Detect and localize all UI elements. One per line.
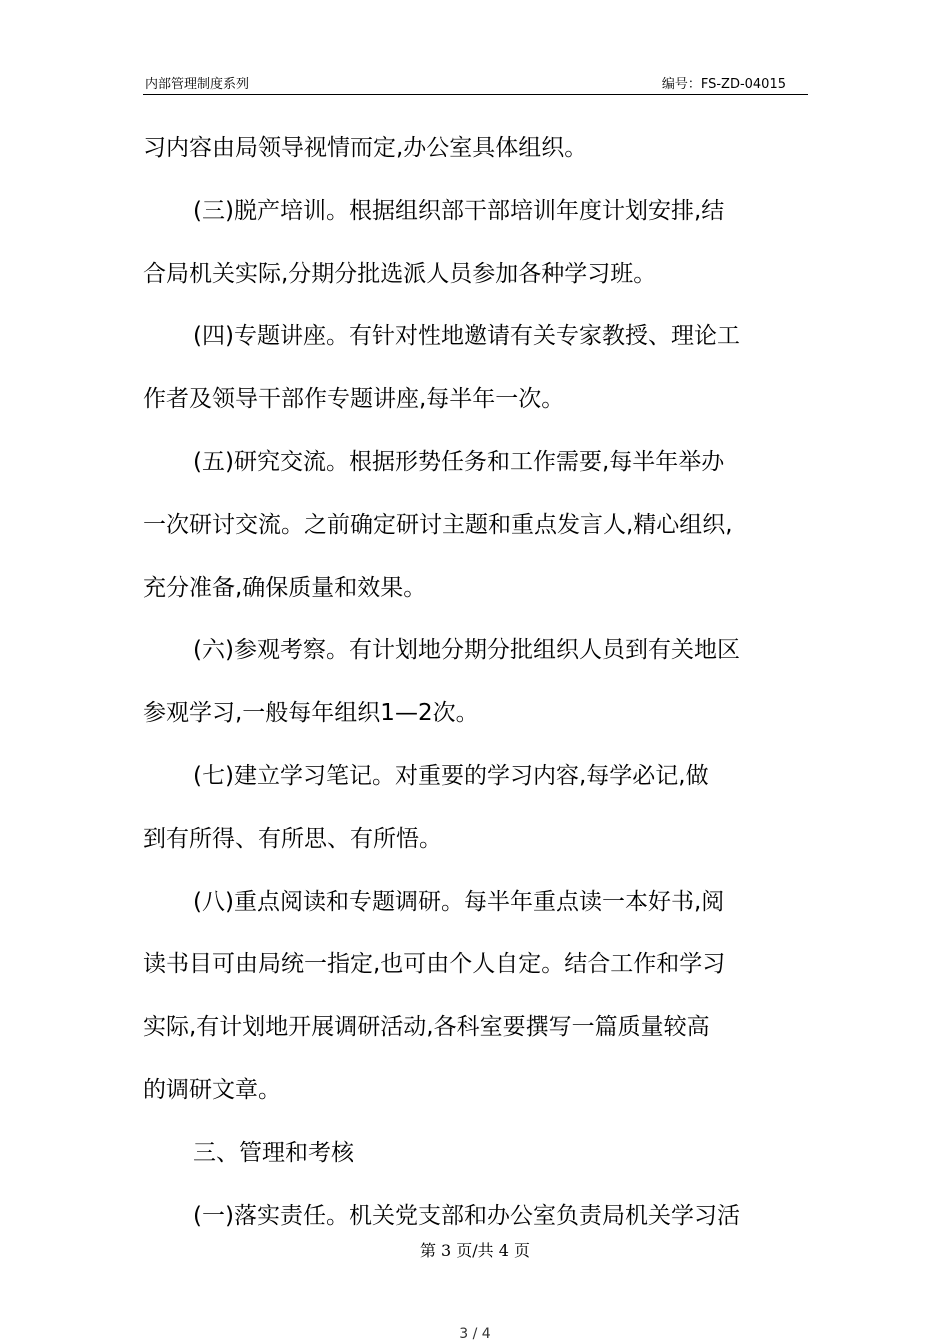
- body-line: (四)专题讲座。有针对性地邀请有关专家教授、理论工: [193, 323, 740, 350]
- page-header: [143, 70, 808, 95]
- body-line: 习内容由局领导视情而定,办公室具体组织。: [143, 135, 588, 161]
- document-body: [143, 128, 813, 1258]
- body-line: 实际,有计划地开展调研活动,各科室要撰写一篇质量较高: [143, 1014, 710, 1041]
- body-line: 充分准备,确保质量和效果。: [143, 574, 427, 601]
- body-line: 参观学习,一般每年组织1—2次。: [143, 700, 479, 727]
- body-line: (六)参观考察。有计划地分期分批组织人员到有关地区: [193, 637, 740, 664]
- section-heading: 三、管理和考核: [193, 1139, 354, 1166]
- body-line: (七)建立学习笔记。对重要的学习内容,每学必记,做: [193, 762, 709, 789]
- body-line: (五)研究交流。根据形势任务和工作需要,每半年举办: [193, 448, 725, 475]
- body-line: 作者及领导干部作专题讲座,每半年一次。: [143, 386, 565, 413]
- page-indicator: 3 / 4: [459, 1326, 491, 1342]
- body-line: (八)重点阅读和专题调研。每半年重点读一本好书,阅: [193, 888, 725, 915]
- body-line: 到有所得、有所思、有所悟。: [143, 825, 442, 852]
- header-document-number: 编号：FS-ZD-04015: [661, 77, 786, 92]
- page-footer: 第 3 页/共 4 页: [419, 1241, 531, 1260]
- body-line: 的调研文章。: [143, 1076, 281, 1103]
- body-line: 读书目可由局统一指定,也可由个人自定。结合工作和学习: [143, 951, 726, 978]
- body-line: 一次研讨交流。之前确定研讨主题和重点发言人,精心组织,: [143, 511, 733, 538]
- body-line: 合局机关实际,分期分批选派人员参加各种学习班。: [143, 260, 657, 287]
- header-series-title: 内部管理制度系列: [145, 77, 250, 92]
- body-line: (三)脱产培训。根据组织部干部培训年度计划安排,结: [193, 197, 725, 224]
- body-line: (一)落实责任。机关党支部和办公室负责局机关学习活: [193, 1202, 740, 1229]
